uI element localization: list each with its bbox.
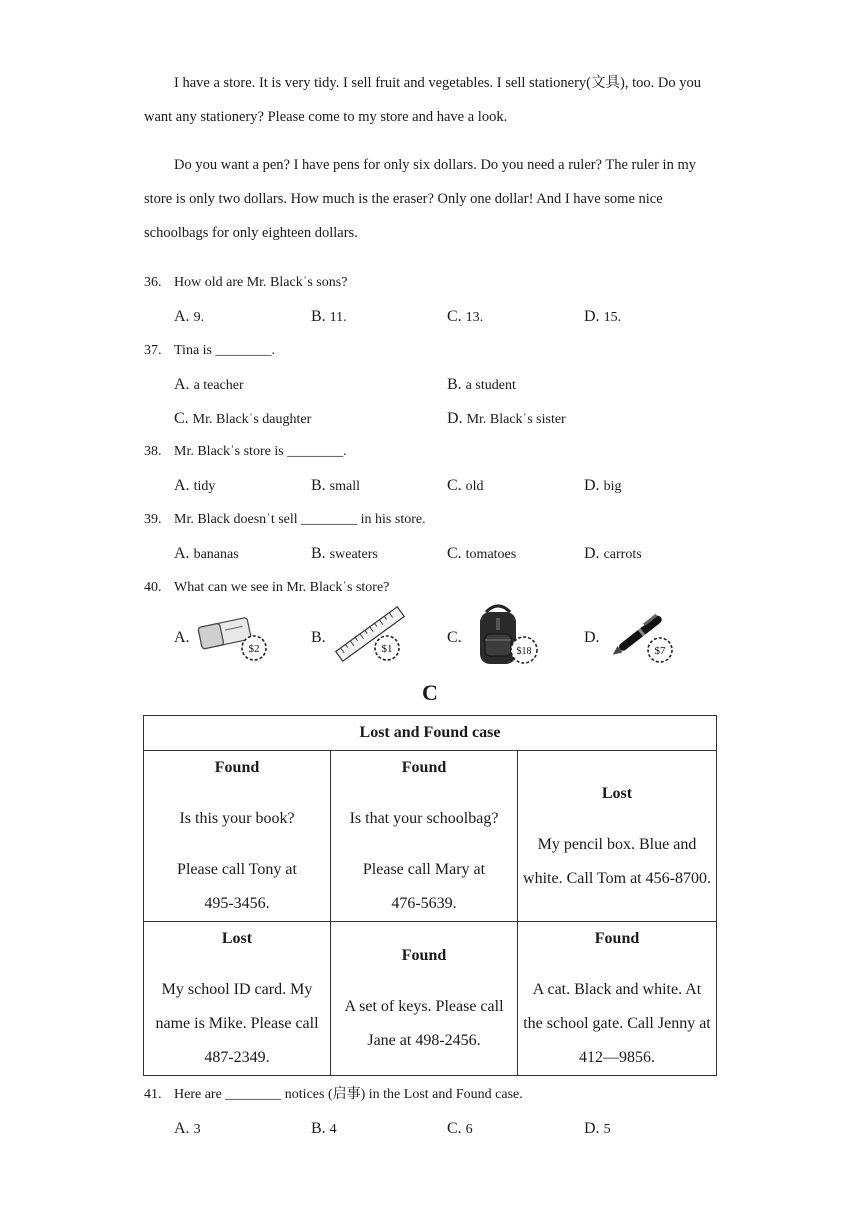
option-letter: D. <box>584 308 600 325</box>
option-text: 6 <box>465 1122 473 1137</box>
option-letter: A. <box>174 477 190 494</box>
option-40-a[interactable] <box>174 628 194 649</box>
notice-text: 412—9856. <box>579 1049 655 1066</box>
notice-cell <box>144 922 331 1076</box>
option-text: 5 <box>603 1122 611 1137</box>
option-text: 3 <box>193 1122 201 1137</box>
option-38-c[interactable] <box>447 476 484 497</box>
option-41-a[interactable] <box>174 1119 201 1140</box>
notice-text: Is this your book? <box>179 810 295 827</box>
passage-paragraph-2: Do you want a pen? I have pens for only six dollars. Do you need a ruler? The ruler in my store is only two dollars. How much is the eraser? Only one dollar! And I have some nice schoolbags for only eighteen dollars. <box>144 157 696 241</box>
pen-icon <box>604 600 680 666</box>
notice-kind: Found <box>594 930 640 947</box>
option-37-a[interactable] <box>174 375 244 396</box>
option-letter: C. <box>447 1120 462 1137</box>
question-text: Tina is ________. <box>174 343 276 358</box>
option-text: a teacher <box>193 378 244 393</box>
option-text: bananas <box>193 547 239 562</box>
option-letter: D. <box>447 410 463 427</box>
option-letter: C. <box>447 629 462 646</box>
question-39 <box>144 510 426 530</box>
question-text: Mr. Black doesnˈt sell ________ in his store. <box>174 512 426 527</box>
notice-text: A cat. Black and white. At <box>532 981 702 998</box>
option-letter: A. <box>174 308 190 325</box>
option-letter: B. <box>311 629 326 646</box>
option-40-b[interactable] <box>311 628 330 649</box>
notice-text: 476-5639. <box>391 895 457 912</box>
notice-cell <box>331 922 518 1076</box>
option-39-c[interactable] <box>447 544 516 565</box>
option-text: Mr. Blackˈs daughter <box>192 412 312 427</box>
option-letter: C. <box>447 308 462 325</box>
question-number: 39. <box>144 512 162 527</box>
passage-paragraph-1: I have a store. It is very tidy. I sell fruit and vegetables. I sell stationery(文具), too. Do you want any stationery? Please come to my store and have a look. <box>144 75 701 125</box>
eraser-icon <box>196 600 268 666</box>
option-text: small <box>329 479 361 494</box>
question-text: How old are Mr. Blackˈs sons? <box>174 275 348 290</box>
option-letter: D. <box>584 545 600 562</box>
option-37-c[interactable] <box>174 409 311 430</box>
option-text: big <box>603 479 622 494</box>
option-letter: C. <box>447 545 462 562</box>
option-letter: C. <box>174 410 189 427</box>
notice-text: white. Call Tom at 456-8700. <box>523 869 711 887</box>
option-41-b[interactable] <box>311 1119 337 1140</box>
notice-kind: Found <box>401 759 447 776</box>
option-letter: B. <box>447 376 462 393</box>
notice-text: My pencil box. Blue and <box>537 835 697 853</box>
option-letter: D. <box>584 477 600 494</box>
question-40 <box>144 578 389 598</box>
option-letter: A. <box>174 1120 190 1137</box>
notice-kind: Lost <box>601 784 633 802</box>
question-text: What can we see in Mr. Blackˈs store? <box>174 580 390 595</box>
section-title: C <box>422 680 438 705</box>
option-text: a student <box>465 378 516 393</box>
option-letter: D. <box>584 629 600 646</box>
option-letter: B. <box>311 1120 326 1137</box>
option-letter: B. <box>311 545 326 562</box>
notice-kind: Lost <box>221 930 253 947</box>
notice-cell <box>331 751 518 922</box>
notice-cell <box>144 751 331 922</box>
option-letter: B. <box>311 308 326 325</box>
notice-kind: Found <box>214 759 260 776</box>
question-41 <box>144 1085 523 1105</box>
notice-text: Jane at 498-2456. <box>367 1032 481 1049</box>
option-36-d[interactable] <box>584 307 621 328</box>
option-text: sweaters <box>329 547 378 562</box>
option-37-b[interactable] <box>447 375 516 396</box>
question-number: 40. <box>144 580 162 595</box>
notice-kind: Found <box>401 947 447 964</box>
question-36 <box>144 273 347 293</box>
option-38-a[interactable] <box>174 476 215 497</box>
notice-text: the school gate. Call Jenny at <box>523 1015 711 1032</box>
option-letter: C. <box>447 477 462 494</box>
question-number: 38. <box>144 444 162 459</box>
option-letter: A. <box>174 629 190 646</box>
notice-text: name is Mike. Please call <box>155 1015 319 1032</box>
notice-cell <box>518 922 717 1076</box>
option-letter: A. <box>174 376 190 393</box>
price-tag-label: $18 <box>516 646 532 657</box>
option-text: 11. <box>329 310 347 325</box>
option-text: 15. <box>603 310 622 325</box>
option-40-c[interactable] <box>447 628 466 649</box>
option-36-c[interactable] <box>447 307 483 328</box>
question-38 <box>144 442 347 462</box>
price-tag-label: $1 <box>381 643 393 655</box>
notice-text: 495-3456. <box>204 895 270 912</box>
option-39-a[interactable] <box>174 544 239 565</box>
option-39-b[interactable] <box>311 544 378 565</box>
schoolbag-icon <box>468 600 542 668</box>
question-37 <box>144 341 275 361</box>
price-tag-label: $7 <box>654 645 666 657</box>
option-text: 4 <box>329 1122 337 1137</box>
option-text: old <box>465 479 484 494</box>
option-text: Mr. Blackˈs sister <box>466 412 566 427</box>
option-38-d[interactable] <box>584 476 621 497</box>
table-title: Lost and Found case <box>144 716 717 751</box>
notice-text: Please call Mary at <box>362 861 486 878</box>
question-number: 37. <box>144 343 162 358</box>
question-text: Here are ________ notices (启事) in the Lost and Found case. <box>174 1087 523 1102</box>
option-letter: D. <box>584 1120 600 1137</box>
option-40-d[interactable] <box>584 628 604 649</box>
option-text: tomatoes <box>465 547 517 562</box>
question-number: 36. <box>144 275 162 290</box>
option-letter: B. <box>311 477 326 494</box>
option-36-b[interactable] <box>311 307 347 328</box>
option-37-d[interactable] <box>447 409 566 430</box>
notice-cell <box>518 751 717 922</box>
ruler-icon <box>330 600 412 666</box>
option-text: 13. <box>465 310 484 325</box>
option-39-d[interactable] <box>584 544 642 565</box>
notice-text: Please call Tony at <box>177 861 297 878</box>
option-41-c[interactable] <box>447 1119 473 1140</box>
option-text: 9. <box>193 310 205 325</box>
notice-text: 487-2349. <box>204 1049 270 1066</box>
option-letter: A. <box>174 545 190 562</box>
question-number: 41. <box>144 1087 162 1102</box>
option-text: tidy <box>193 479 216 494</box>
option-36-a[interactable] <box>174 307 204 328</box>
notice-text: A set of keys. Please call <box>344 998 504 1015</box>
option-text: carrots <box>603 547 642 562</box>
notice-text: Is that your schoolbag? <box>349 810 499 827</box>
lost-and-found-table <box>143 715 717 1076</box>
notice-text: My school ID card. My <box>161 981 313 998</box>
price-tag-label: $2 <box>248 643 260 655</box>
option-38-b[interactable] <box>311 476 360 497</box>
option-41-d[interactable] <box>584 1119 611 1140</box>
question-text: Mr. Blackˈs store is ________. <box>174 444 347 459</box>
